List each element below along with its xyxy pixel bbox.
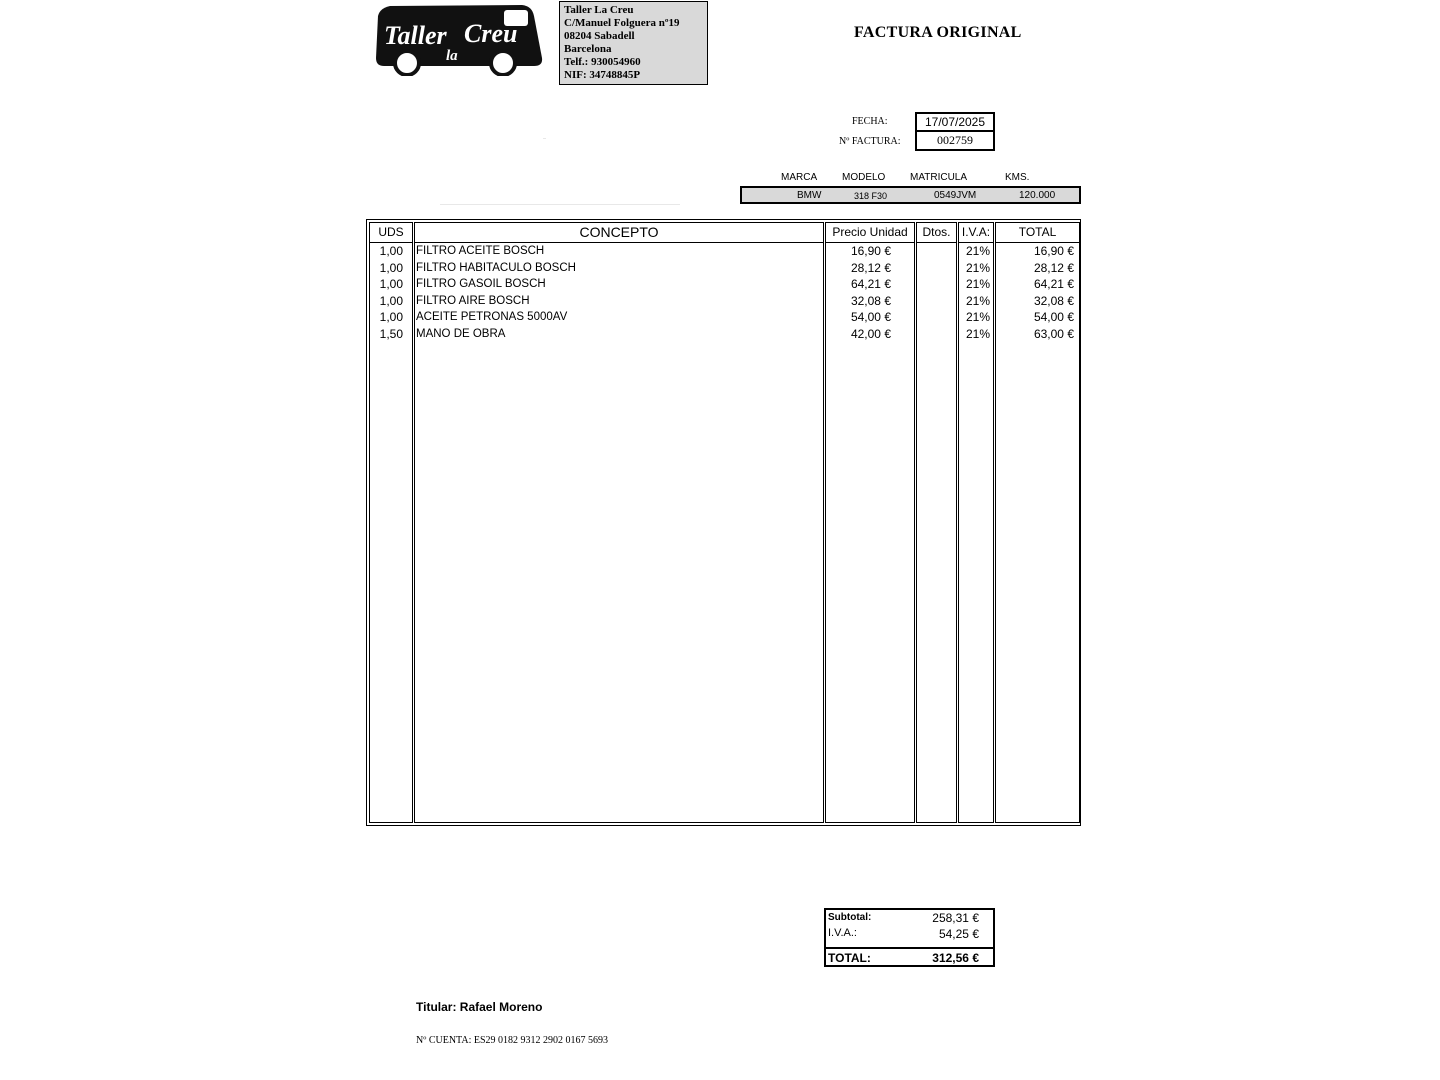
cell-iva: 21% xyxy=(965,293,990,308)
cell-concepto: FILTRO AIRE BOSCH xyxy=(416,294,530,307)
cell-total: 32,08 € xyxy=(1033,293,1074,308)
cell-total: 63,00 € xyxy=(1033,327,1074,341)
header-precio: Precio Unidad xyxy=(832,225,908,239)
header-uds: UDS xyxy=(378,225,404,239)
cell-iva: 21% xyxy=(965,244,990,258)
header-dtos: Dtos. xyxy=(922,225,951,239)
subtotal-value: 258,31 € xyxy=(932,911,979,925)
date-value: 17/07/2025 xyxy=(915,112,995,132)
cell-total: 54,00 € xyxy=(1033,310,1074,325)
invoice-items-table xyxy=(366,219,1081,826)
cell-concepto: ACEITE PETRONAS 5000AV xyxy=(416,311,568,324)
table-row xyxy=(367,243,1080,260)
company-address: C/Manuel Folguera nº19 xyxy=(564,17,680,29)
header-iva: I.V.A: xyxy=(961,225,991,239)
cell-concepto: MANO DE OBRA xyxy=(416,328,506,340)
vehicle-marca: BMW xyxy=(797,190,822,201)
totals-box xyxy=(824,908,995,967)
taller-la-creu-logo xyxy=(372,2,548,76)
cell-concepto: FILTRO ACEITE BOSCH xyxy=(416,245,545,257)
cell-concepto: FILTRO GASOIL BOSCH xyxy=(416,278,546,291)
vehicle-modelo: 318 F30 xyxy=(854,191,888,201)
cell-uds: 1,00 xyxy=(379,260,403,275)
cell-precio: 64,21 € xyxy=(850,277,891,292)
cell-iva: 21% xyxy=(965,327,990,341)
header-total: TOTAL xyxy=(1018,225,1057,239)
table-row xyxy=(367,309,1080,326)
cell-precio: 16,90 € xyxy=(850,244,891,258)
cell-iva: 21% xyxy=(965,310,990,325)
cell-iva: 21% xyxy=(965,277,990,292)
vehicle-kms: 120.000 xyxy=(1019,190,1056,201)
company-nif: NIF: 34748845P xyxy=(564,69,641,81)
cell-total: 28,12 € xyxy=(1033,260,1074,275)
faint-mark xyxy=(543,138,546,139)
totals-divider xyxy=(826,947,993,949)
cell-precio: 28,12 € xyxy=(850,260,891,275)
company-phone: Telf.: 930054960 xyxy=(564,56,641,68)
cell-uds: 1,00 xyxy=(379,310,403,325)
table-row xyxy=(367,326,1080,343)
date-label: FECHA: xyxy=(852,116,888,127)
vehicle-header-modelo: MODELO xyxy=(842,172,886,183)
vehicle-info-box xyxy=(740,186,1081,204)
cell-iva: 21% xyxy=(965,260,990,275)
faint-line xyxy=(440,204,680,205)
cell-concepto: FILTRO HABITACULO BOSCH xyxy=(416,261,576,274)
bank-account: Nº CUENTA: ES29 0182 9312 2902 0167 5693 xyxy=(416,1035,609,1046)
svg-text:la: la xyxy=(446,48,458,64)
header-concepto: CONCEPTO xyxy=(579,224,659,240)
vehicle-header-marca: MARCA xyxy=(781,172,818,183)
cell-uds: 1,00 xyxy=(379,244,403,258)
cell-precio: 32,08 € xyxy=(850,293,891,308)
svg-text:Creu: Creu xyxy=(464,19,518,48)
cell-uds: 1,00 xyxy=(379,277,403,292)
company-name: Taller La Creu xyxy=(564,4,634,16)
invoice-number-value: 002759 xyxy=(915,130,995,151)
total-label: TOTAL: xyxy=(828,951,871,965)
vehicle-header-kms: KMS. xyxy=(1005,172,1030,183)
table-row xyxy=(367,276,1080,293)
iva-label: I.V.A.: xyxy=(828,927,857,939)
svg-text:Taller: Taller xyxy=(384,21,447,50)
iva-value: 54,25 € xyxy=(938,927,979,941)
document-title: FACTURA ORIGINAL xyxy=(854,24,1022,41)
company-info-box xyxy=(559,1,708,85)
company-city: 08204 Sabadell xyxy=(564,30,635,42)
account-holder: Titular: Rafael Moreno xyxy=(416,1000,543,1014)
subtotal-label: Subtotal: xyxy=(828,912,872,923)
table-row xyxy=(367,260,1080,277)
cell-uds: 1,00 xyxy=(379,293,403,308)
total-value: 312,56 € xyxy=(932,951,979,965)
cell-total: 64,21 € xyxy=(1033,277,1074,292)
cell-uds: 1,50 xyxy=(379,327,403,341)
table-row xyxy=(367,293,1080,310)
company-province: Barcelona xyxy=(564,43,612,55)
invoice-number-label: Nº FACTURA: xyxy=(839,136,901,147)
vehicle-header-matricula: MATRICULA xyxy=(910,172,968,183)
vehicle-matricula: 0549JVM xyxy=(934,190,977,201)
cell-precio: 54,00 € xyxy=(850,310,891,325)
cell-total: 16,90 € xyxy=(1033,244,1074,258)
cell-precio: 42,00 € xyxy=(850,327,891,341)
